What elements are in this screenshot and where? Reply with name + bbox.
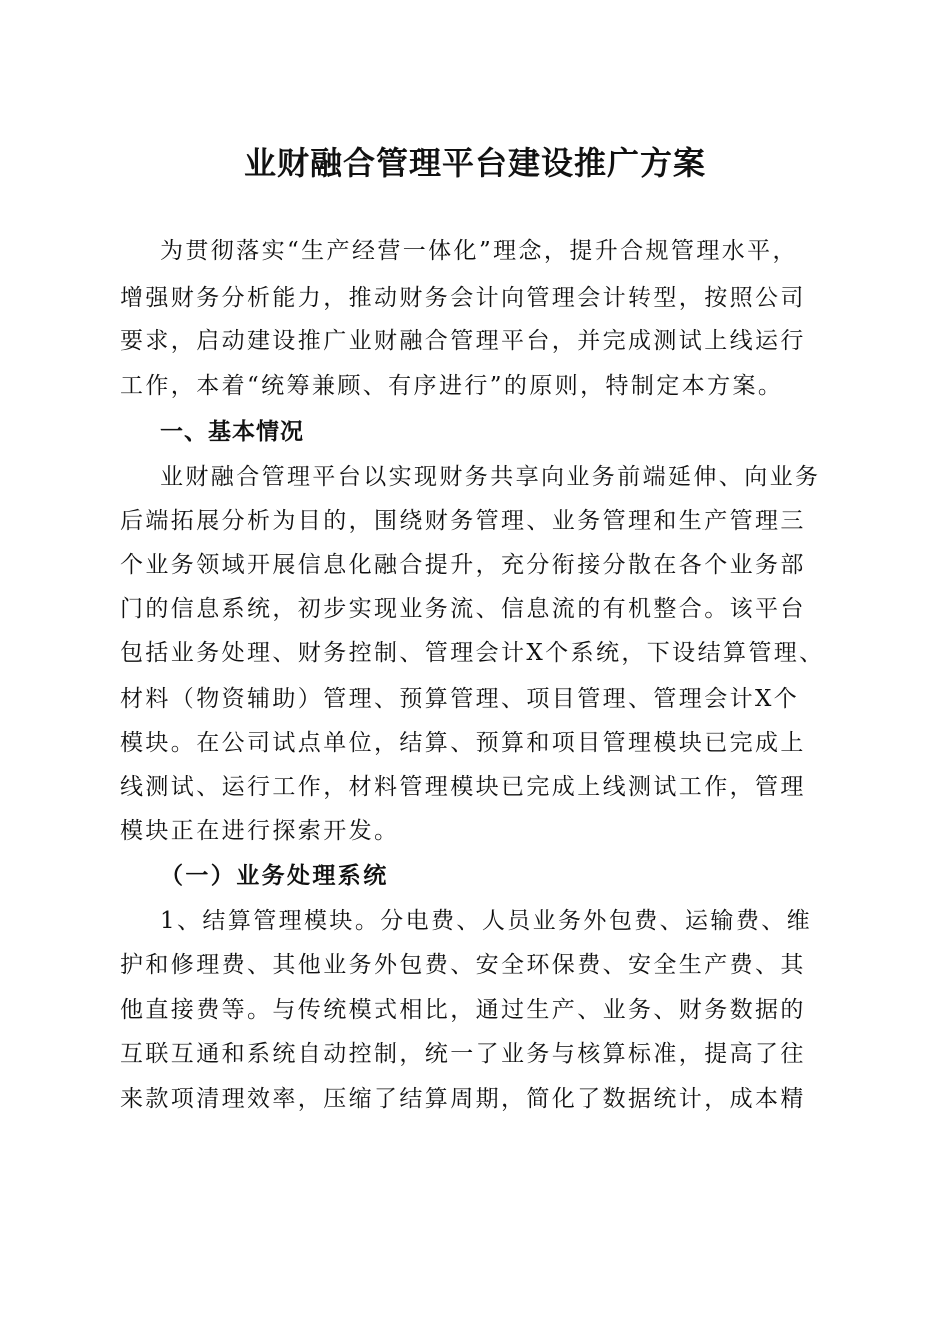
section-heading-basic-situation: 一、基本情况 <box>160 419 304 445</box>
subsection1-line-3: 他直接费等。与传统模式相比，通过生产、业务、财务数据的 <box>120 997 806 1023</box>
section1-line-2: 后端拓展分析为目的，围绕财务管理、业务管理和生产管理三 <box>120 508 806 534</box>
intro-line-1: 为贯彻落实“生产经营一体化”理念，提升合规管理水平， <box>160 238 798 264</box>
section1-line-7: 模块。在公司试点单位，结算、预算和项目管理模块已完成上 <box>120 730 806 756</box>
intro-line-2: 增强财务分析能力，推动财务会计向管理会计转型，按照公司 <box>120 285 806 311</box>
section1-line-3: 个业务领域开展信息化融合提升，充分衔接分散在各个业务部 <box>120 552 806 578</box>
section1-line-9: 模块正在进行探索开发。 <box>120 818 400 844</box>
section1-line-6: 材料（物资辅助）管理、预算管理、项目管理、管理会计X个 <box>120 686 800 712</box>
section1-line-5: 包括业务处理、财务控制、管理会计X个系统，下设结算管理、 <box>120 640 825 666</box>
subsection-heading-business-processing: （一）业务处理系统 <box>160 862 389 889</box>
subsection1-line-2: 护和修理费、其他业务外包费、安全环保费、安全生产费、其 <box>120 952 806 978</box>
intro-line-3: 要求，启动建设推广业财融合管理平台，并完成测试上线运行 <box>120 328 806 354</box>
intro-line-4: 工作，本着“统筹兼顾、有序进行”的原则，特制定本方案。 <box>120 373 784 399</box>
subsection1-line-1: 1、结算管理模块。分电费、人员业务外包费、运输费、维 <box>160 908 813 934</box>
subsection1-line-4: 互联互通和系统自动控制，统一了业务与核算标准，提高了往 <box>120 1041 806 1067</box>
document-title: 业财融合管理平台建设推广方案 <box>243 144 706 182</box>
subsection1-line-5: 来款项清理效率，压缩了结算周期，简化了数据统计，成本精 <box>120 1086 806 1112</box>
section1-line-1: 业财融合管理平台以实现财务共享向业务前端延伸、向业务 <box>160 464 821 490</box>
section1-line-4: 门的信息系统，初步实现业务流、信息流的有机整合。该平台 <box>120 596 806 622</box>
section1-line-8: 线测试、运行工作，材料管理模块已完成上线测试工作，管理 <box>120 774 806 800</box>
